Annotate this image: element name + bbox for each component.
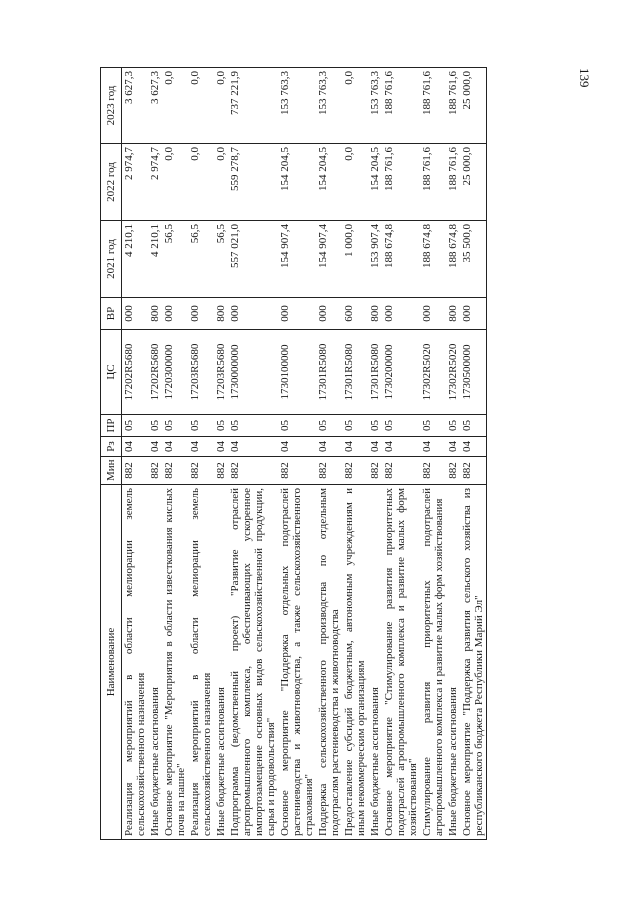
cell-min: 882 [162,457,188,485]
cell-name: Основное мероприятие "Поддержка развития сельского хозяйства из республиканского бюджета Республики Марий Эл" [460,485,487,840]
cell-2022: 0,0 [214,144,228,221]
cell-cs: 17301R5080 [368,330,382,415]
cell-2021: 153 907,4 [368,221,382,298]
cell-min: 882 [148,457,162,485]
cell-name: Иные бюджетные ассигнования [214,485,228,840]
cell-pr: 05 [278,415,316,437]
header-2021: 2021 год [101,221,122,298]
cell-2023: 153 763,3 [278,68,316,144]
table-row [420,68,446,840]
cell-2023: 153 763,3 [368,68,382,144]
cell-2021: 188 674,8 [420,221,446,298]
cell-name: Иные бюджетные ассигнования [368,485,382,840]
cell-2023: 3 627,3 [148,68,162,144]
cell-name: Поддержка сельскохозяйственного производства по отдельным подотраслям растениеводства и животноводства [316,485,342,840]
cell-2023: 153 763,3 [316,68,342,144]
table-row [162,68,188,840]
cell-name: Реализация мероприятий в области мелиорации земель сельскохозяйственного назначения [122,485,149,840]
cell-vr: 800 [148,298,162,330]
cell-2021: 188 674,8 [446,221,460,298]
cell-2023: 188 761,6 [420,68,446,144]
cell-name: Основное мероприятие "Стимулирование развития приоритетных подотраслей агропромышленного комплекса и развитие малых форм хозяйствования" [382,485,420,840]
cell-cs: 17302R5020 [446,330,460,415]
header-pr: ПР [101,415,122,437]
cell-min: 882 [368,457,382,485]
cell-pr: 05 [316,415,342,437]
cell-cs: 17202R5680 [122,330,149,415]
cell-name: Подпрограмма (ведомственный проект) "Развитие отраслей агропромышленного комплекса, обеспечивающих ускоренное импортозамещение основных видов сельскохозяйственной продукции, сырья и продовольствия" [228,485,278,840]
cell-2021: 35 500,0 [460,221,487,298]
cell-vr: 600 [342,298,368,330]
cell-min: 882 [188,457,214,485]
cell-cs: 1730000000 [228,330,278,415]
cell-min: 882 [460,457,487,485]
cell-vr: 000 [122,298,149,330]
cell-2021: 4 210,1 [122,221,149,298]
cell-vr: 000 [316,298,342,330]
header-2023: 2023 год [101,68,122,144]
cell-2021: 4 210,1 [148,221,162,298]
cell-vr: 800 [214,298,228,330]
cell-min: 882 [382,457,420,485]
cell-min: 882 [446,457,460,485]
cell-vr: 000 [460,298,487,330]
rotated-table-block [100,68,600,840]
cell-2023: 0,0 [188,68,214,144]
cell-pr: 05 [420,415,446,437]
cell-2022: 154 204,5 [278,144,316,221]
cell-pr: 05 [188,415,214,437]
cell-pr: 05 [228,415,278,437]
cell-2022: 0,0 [188,144,214,221]
cell-rz: 04 [420,437,446,457]
table-row [316,68,342,840]
cell-cs: 17203R5680 [188,330,214,415]
cell-2022: 2 974,7 [122,144,149,221]
cell-vr: 000 [278,298,316,330]
table-row [228,68,278,840]
cell-rz: 04 [368,437,382,457]
cell-2022: 25 000,0 [460,144,487,221]
table-row [278,68,316,840]
cell-vr: 000 [228,298,278,330]
cell-min: 882 [420,457,446,485]
cell-min: 882 [214,457,228,485]
cell-vr: 000 [382,298,420,330]
cell-vr: 000 [188,298,214,330]
cell-2021: 1 000,0 [342,221,368,298]
cell-2021: 56,5 [188,221,214,298]
page-number: 139 [577,68,592,88]
cell-rz: 04 [188,437,214,457]
cell-rz: 04 [148,437,162,457]
cell-name: Предоставление субсидий бюджетным, автономным учреждениям и иным некоммерческим организациям [342,485,368,840]
cell-pr: 05 [148,415,162,437]
cell-2022: 188 761,6 [420,144,446,221]
cell-2022: 188 761,6 [382,144,420,221]
cell-pr: 05 [460,415,487,437]
cell-cs: 17301R5080 [342,330,368,415]
cell-name: Основное мероприятие "Поддержка отдельных подотраслей растениеводства и животноводства, а также сельскохозяйственного страхования" [278,485,316,840]
cell-vr: 800 [446,298,460,330]
table-row [382,68,420,840]
cell-2022: 154 204,5 [316,144,342,221]
cell-2023: 25 000,0 [460,68,487,144]
cell-vr: 800 [368,298,382,330]
cell-pr: 05 [122,415,149,437]
cell-2022: 559 278,7 [228,144,278,221]
cell-rz: 04 [122,437,149,457]
cell-cs: 1730100000 [278,330,316,415]
cell-2022: 2 974,7 [148,144,162,221]
header-cs: ЦС [101,330,122,415]
cell-rz: 04 [460,437,487,457]
header-min: Мин [101,457,122,485]
cell-rz: 04 [382,437,420,457]
cell-rz: 04 [228,437,278,457]
cell-pr: 05 [382,415,420,437]
cell-2023: 3 627,3 [122,68,149,144]
cell-min: 882 [316,457,342,485]
cell-2021: 557 021,0 [228,221,278,298]
cell-cs: 17302R5020 [420,330,446,415]
cell-pr: 05 [162,415,188,437]
cell-cs: 17203R5680 [214,330,228,415]
header-vr: ВР [101,298,122,330]
cell-2021: 188 674,8 [382,221,420,298]
table-row [342,68,368,840]
cell-name: Иные бюджетные ассигнования [446,485,460,840]
cell-pr: 05 [368,415,382,437]
cell-2023: 188 761,6 [382,68,420,144]
header-rz: Рз [101,437,122,457]
cell-rz: 04 [316,437,342,457]
cell-min: 882 [122,457,149,485]
table-header-row [101,68,122,840]
cell-pr: 05 [446,415,460,437]
table-row [122,68,149,840]
header-2022: 2022 год [101,144,122,221]
cell-2021: 56,5 [162,221,188,298]
cell-pr: 05 [342,415,368,437]
cell-rz: 04 [162,437,188,457]
cell-2022: 0,0 [342,144,368,221]
cell-min: 882 [228,457,278,485]
cell-min: 882 [342,457,368,485]
cell-2022: 188 761,6 [446,144,460,221]
table-row [214,68,228,840]
cell-2021: 56,5 [214,221,228,298]
cell-name: Иные бюджетные ассигнования [148,485,162,840]
cell-min: 882 [278,457,316,485]
cell-cs: 17202R5680 [148,330,162,415]
cell-pr: 05 [214,415,228,437]
cell-rz: 04 [446,437,460,457]
table-row [460,68,487,840]
cell-cs: 1730500000 [460,330,487,415]
cell-2022: 0,0 [162,144,188,221]
cell-vr: 000 [162,298,188,330]
cell-rz: 04 [214,437,228,457]
cell-name: Основное мероприятие "Мероприятия в области известкования кислых почв на пашне" [162,485,188,840]
cell-rz: 04 [278,437,316,457]
cell-cs: 1730200000 [382,330,420,415]
cell-name: Стимулирование развития приоритетных подотраслей агропромышленного комплекса и развитие малых форм хозяйствования [420,485,446,840]
table-row [148,68,162,840]
table-body [122,68,487,840]
table-row [188,68,214,840]
table-row [368,68,382,840]
cell-cs: 17301R5080 [316,330,342,415]
budget-table [100,67,487,840]
cell-cs: 1720300000 [162,330,188,415]
cell-2023: 0,0 [214,68,228,144]
cell-rz: 04 [342,437,368,457]
cell-vr: 000 [420,298,446,330]
cell-2021: 154 907,4 [278,221,316,298]
cell-name: Реализация мероприятий в области мелиорации земель сельскохозяйственного назначения [188,485,214,840]
table-row [446,68,460,840]
cell-2021: 154 907,4 [316,221,342,298]
cell-2023: 188 761,6 [446,68,460,144]
cell-2023: 0,0 [342,68,368,144]
cell-2023: 0,0 [162,68,188,144]
cell-2022: 154 204,5 [368,144,382,221]
header-name: Наименование [101,485,122,840]
cell-2023: 737 221,9 [228,68,278,144]
